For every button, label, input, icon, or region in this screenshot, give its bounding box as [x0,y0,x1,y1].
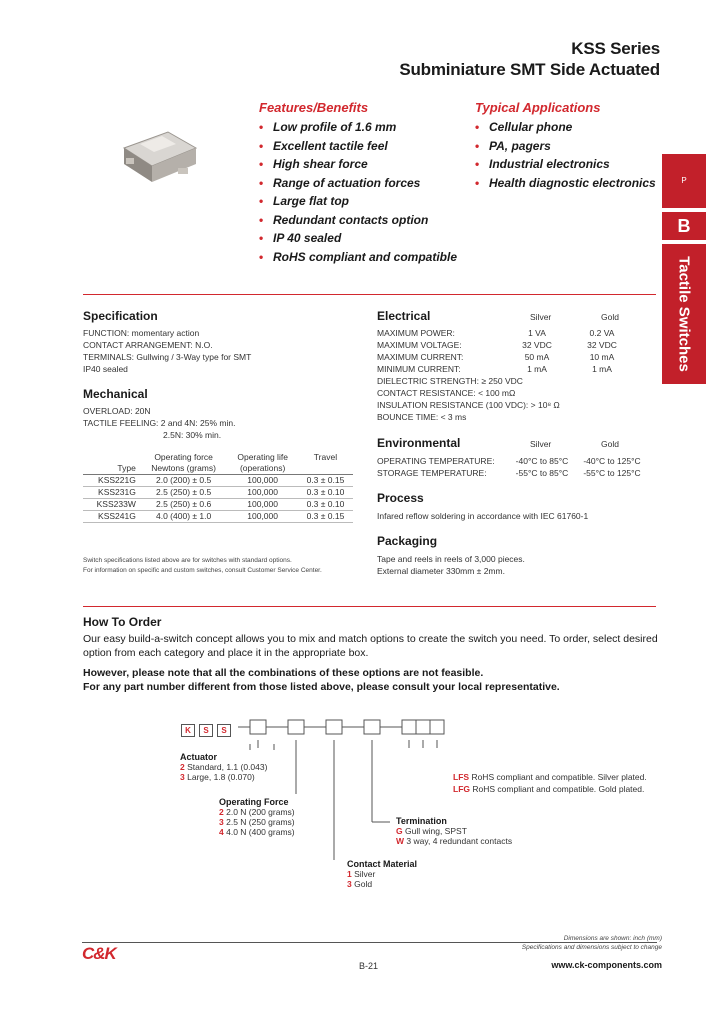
mechanical-table [83,452,353,523]
environmental-row [377,467,657,479]
specification-list [83,327,251,375]
environmental-title: Environmental [377,436,461,450]
process-text: Infared reflow soldering in accordance with IEC 61760-1 [377,511,589,521]
actuator-option [180,762,267,772]
row-label: MAXIMUM POWER: [377,328,455,338]
applications-list [475,118,656,192]
actuator-option [180,772,267,782]
page-number: B-21 [359,961,379,971]
packaging-text [377,553,525,577]
option-text: Large, 1.8 (0.070) [187,772,255,782]
col-force-line2: Newtons (grams) [151,463,216,473]
contact-material-options [347,859,417,889]
header-title [399,38,660,80]
application-item: • Industrial electronics [475,155,656,174]
row-silver: 1 mA [527,364,547,374]
row-label: MAXIMUM VOLTAGE: [377,340,462,350]
operating-force-options [219,797,295,837]
note-line: Switch specifications listed above are for switches with standard options. [83,557,292,564]
process-title: Process [377,491,424,505]
series-name: KSS Series [571,39,660,58]
row-silver: -40°C to 85°C [515,456,569,466]
footer-note: Specifications and dimensions subject to change [521,944,662,951]
electrical-title: Electrical [377,309,431,323]
option-text: Gold [354,879,373,889]
actuator-options [180,752,267,782]
side-tab-letter [662,212,706,240]
website-link[interactable]: www.ck-components.com [551,960,662,970]
row-gold: -55°C to 125°C [583,468,641,478]
col-travel-text: Travel [313,452,338,462]
cell-type: KSS231G [83,487,140,499]
option-text: 4.0 N (400 grams) [226,827,295,837]
option-code: 1 [347,869,352,879]
cell-travel: 0.3 ± 0.10 [298,499,353,511]
specification-title: Specification [83,309,158,323]
cell-force: 2.5 (250) ± 0.6 [140,499,228,511]
spec-line: CONTACT ARRANGEMENT: N.O. [83,340,213,350]
row-gold: 10 mA [589,352,615,362]
row-label: MAXIMUM CURRENT: [377,352,464,362]
table-row [83,499,353,511]
feature-item: • RoHS compliant and compatible [259,248,457,267]
spec-line: TERMINALS: Gullwing / 3-Way type for SMT [83,352,252,362]
option-code: 3 [347,879,352,889]
option-code: 4 [219,827,224,837]
electrical-row [377,327,657,339]
order-note: However, please note that all the combinations of these options are not feasible. [83,667,484,679]
side-tab-marker [662,154,706,208]
mech-line: 2.5N: 30% min. [163,430,222,440]
row-gold: 1 mA [592,364,612,374]
cell-type: KSS233W [83,499,140,511]
cell-type: KSS241G [83,511,140,523]
electrical-rows [377,327,657,423]
option-text: 2.5 N (250 grams) [226,817,295,827]
termination-option [396,826,512,836]
col-type: Type [83,452,140,475]
rohs-option [453,771,647,783]
features-title: Features/Benefits [259,100,369,115]
spec-line: FUNCTION: momentary action [83,328,200,338]
force-option [219,817,295,827]
table-row [83,475,353,487]
col-force [140,452,228,475]
part-number-boxes [181,720,231,738]
electrical-row [377,351,657,363]
footer-note: Dimensions are shown: inch (mm) [563,935,662,942]
order-note: For any part number different from those listed above, please consult your local representative. [83,681,560,693]
table-row [83,511,353,523]
option-code: G [396,826,403,836]
cell-force: 4.0 (400) ± 1.0 [140,511,228,523]
section-divider [83,294,656,295]
row-silver: -55°C to 85°C [515,468,569,478]
option-text: 3 way, 4 redundant contacts [406,836,513,846]
features-list [259,118,457,266]
side-tab-label-text: Tactile Switches [675,256,693,372]
cell-travel: 0.3 ± 0.15 [298,475,353,487]
cell-life: 100,000 [227,475,298,487]
packaging-line: Tape and reels in reels of 3,000 pieces. [377,554,525,564]
table-header [83,452,353,475]
series-subtitle: Subminiature SMT Side Actuated [399,60,660,79]
option-text: Gull wing, SPST [405,826,467,836]
force-option [219,807,295,817]
option-text: Silver [354,869,376,879]
mechanical-notes [83,556,322,576]
product-image [118,128,200,188]
material-option [347,869,417,879]
how-to-order-title: How To Order [83,615,162,629]
electrical-row [377,339,657,351]
option-code: 2 [219,807,224,817]
application-item: • Health diagnostic electronics [475,174,656,193]
feature-item: • Low profile of 1.6 mm [259,118,457,137]
row-gold: 0.2 VA [589,328,615,338]
applications-title: Typical Applications [475,100,601,115]
environmental-col-silver: Silver [530,439,552,449]
col-force-line1: Operating force [154,452,213,462]
feature-item: • IP 40 sealed [259,229,457,248]
feature-item: • Range of actuation forces [259,174,457,193]
feature-item: • Redundant contacts option [259,211,457,230]
side-tab-label [662,244,706,384]
termination-title: Termination [396,816,447,826]
packaging-line: External diameter 330mm ± 2mm. [377,566,505,576]
cell-travel: 0.3 ± 0.15 [298,511,353,523]
side-tab-marker-text: P [681,176,687,185]
spec-line: IP40 sealed [83,364,128,374]
electrical-line: DIELECTRIC STRENGTH: ≥ 250 VDC [377,376,523,386]
mechanical-list [83,405,235,441]
row-silver: 32 VDC [522,340,552,350]
col-life [227,452,298,475]
option-code: 2 [180,762,185,772]
force-option [219,827,295,837]
feature-item: • Large flat top [259,192,457,211]
how-to-order-text [83,632,658,694]
section-divider [83,606,656,607]
row-gold: -40°C to 125°C [583,456,641,466]
operating-force-title: Operating Force [219,797,289,807]
note-line: For information on specific and custom switches, consult Customer Service Center. [83,567,322,574]
cell-type: KSS221G [83,475,140,487]
feature-item: • High shear force [259,155,457,174]
option-text: RoHS compliant and compatible. Silver plated. [471,772,647,782]
electrical-line: CONTACT RESISTANCE: < 100 mΩ [377,388,516,398]
contact-material-title: Contact Material [347,859,418,869]
actuator-title: Actuator [180,752,218,762]
material-option [347,879,417,889]
order-paragraph: Our easy build-a-switch concept allows you to mix and match options to create the switch you need. To order, select desired option from each category and place it in the appropriate box. [83,633,658,659]
col-travel [298,452,353,475]
environmental-col-gold: Gold [601,439,619,449]
electrical-line: INSULATION RESISTANCE (100 VDC): > 10⁸ Ω [377,400,560,410]
row-silver: 1 VA [528,328,546,338]
mechanical-title: Mechanical [83,387,148,401]
col-life-line2: (operations) [239,463,286,473]
ck-logo: C&K [82,944,116,963]
option-code: 3 [180,772,185,782]
application-item: • Cellular phone [475,118,656,137]
cell-life: 100,000 [227,487,298,499]
option-code: LFG [453,784,470,794]
packaging-title: Packaging [377,534,438,548]
termination-option [396,836,512,846]
environmental-rows [377,455,657,479]
mech-line: OVERLOAD: 20N [83,406,151,416]
option-text: 2.0 N (200 grams) [226,807,295,817]
row-gold: 32 VDC [587,340,617,350]
rohs-option [453,783,647,795]
row-label: OPERATING TEMPERATURE: [377,456,495,466]
option-code: W [396,836,405,846]
footer-notes [522,934,662,952]
option-code: LFS [453,772,470,782]
electrical-line: BOUNCE TIME: < 3 ms [377,412,467,422]
cell-life: 100,000 [227,511,298,523]
prefix-box: S [199,724,213,737]
environmental-row [377,455,657,467]
row-silver: 50 mA [524,352,550,362]
rohs-options [453,771,647,795]
option-text: RoHS compliant and compatible. Gold plated. [472,784,645,794]
mech-line: TACTILE FEELING: 2 and 4N: 25% min. [83,418,236,428]
side-tab-letter-text: B [677,216,691,236]
cell-force: 2.5 (250) ± 0.5 [140,487,228,499]
table-row [83,487,353,499]
prefix-box: S [217,724,231,737]
col-life-line1: Operating life [237,452,288,462]
application-item: • PA, pagers [475,137,656,156]
electrical-col-silver: Silver [530,312,552,322]
termination-options [396,816,512,846]
cell-force: 2.0 (200) ± 0.5 [140,475,228,487]
cell-life: 100,000 [227,499,298,511]
prefix-box: K [181,724,195,737]
row-label: STORAGE TEMPERATURE: [377,468,487,478]
option-code: 3 [219,817,224,827]
option-text: Standard, 1.1 (0.043) [187,762,268,772]
electrical-col-gold: Gold [601,312,619,322]
row-label: MINIMUM CURRENT: [377,364,461,374]
feature-item: • Excellent tactile feel [259,137,457,156]
electrical-row [377,363,657,375]
cell-travel: 0.3 ± 0.10 [298,487,353,499]
